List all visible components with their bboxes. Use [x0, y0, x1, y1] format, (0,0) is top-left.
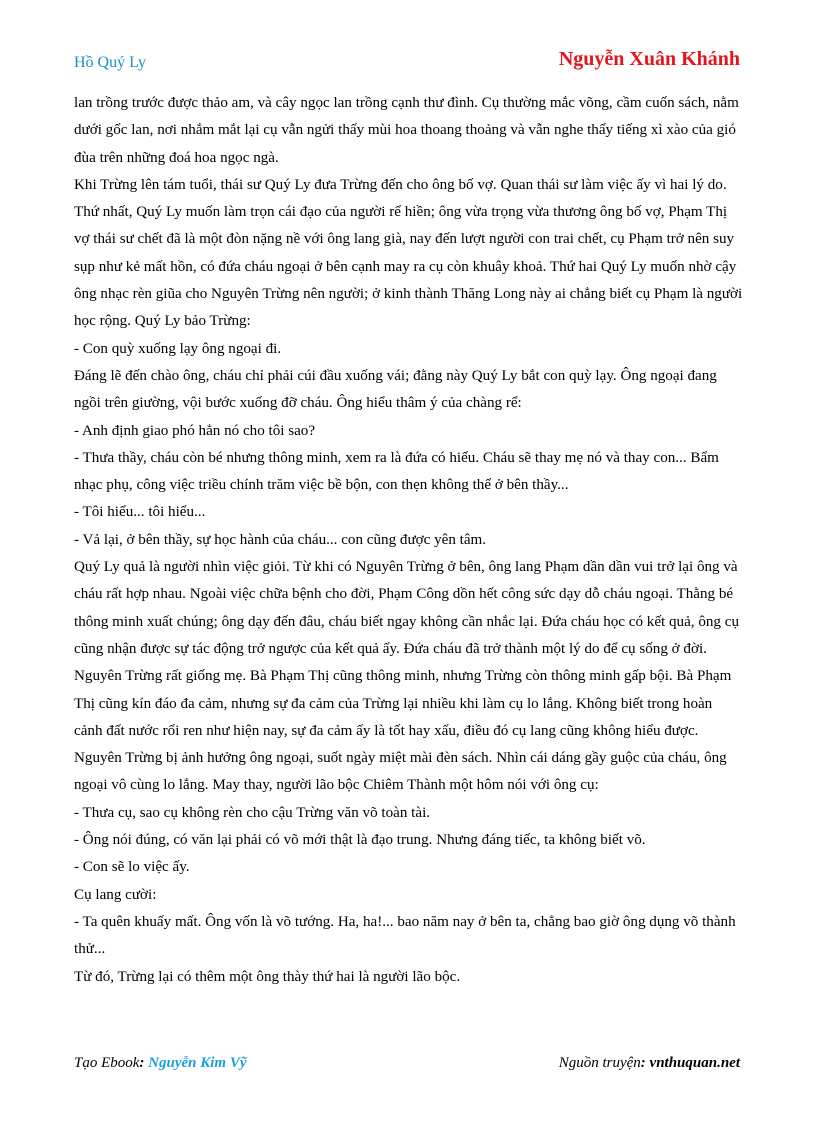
page-header: [74, 48, 740, 78]
author-name: Nguyễn Xuân Khánh: [558, 48, 740, 70]
paragraph: Quý Ly quả là người nhìn việc giỏi. Từ khi có Nguyên Trừng ở bên, ông lang Phạm dần dần vui trở lại ông và cháu rất hợp nhau. Ngoài việc chữa bệnh cho đời, Phạm Công dồn hết công sức dạy dỗ cháu ngoại. Thằng bé thông minh xuất chúng; ông dạy đến đâu, cháu biết ngay không cần nhắc lại. Đứa cháu học có kết quả, ông cụ cũng nhận được sự tác động trở ngược của kết quả ấy. Đứa cháu đã trở thành một lý do để cụ sống ở đời. Nguyên Trừng rất giống mẹ. Bà Phạm Thị cũng thông minh, nhưng Trừng còn thông minh gấp bội. Bà Phạm Thị cũng kín đáo đa cảm, nhưng sự đa cảm của Trừng lại nhiều khi làm cụ lo lắng. Không biết trong hoàn cảnh đất nước rối ren như hiện nay, sự đa cảm ấy là tốt hay xấu, điều đó cụ lang cũng không hiểu được.: [74, 559, 739, 739]
ebook-credit: [74, 1055, 247, 1072]
paragraph: - Thưa thầy, cháu còn bé nhưng thông minh, xem ra là đứa có hiếu. Cháu sẽ thay mẹ nó và thay con... Bẩm nhạc phụ, công việc triều chính trăm việc bề bộn, con thẹn không thể ở bên thầy...: [74, 449, 719, 494]
source-colon: :: [640, 1055, 650, 1071]
paragraph: - Vả lại, ở bên thầy, sự học hành của cháu... con cũng được yên tâm.: [74, 531, 487, 548]
paragraph: - Con quỳ xuống lạy ông ngoại đi.: [74, 340, 282, 357]
paragraph: - Anh định giao phó hẳn nó cho tôi sao?: [74, 422, 316, 439]
ebook-label: Tạo Ebook: [74, 1055, 140, 1071]
paragraph: Khi Trừng lên tám tuổi, thái sư Quý Ly đưa Trừng đến cho ông bố vợ. Quan thái sư làm việc ấy vì hai lý do. Thứ nhất, Quý Ly muốn làm trọn cái đạo của người rể hiền; ông vừa trọng vừa thương ông bố vợ, Phạm Thị vợ thái sư chết đã là một đòn nặng nề với ông lang già, nay đến lượt người con trai chết, cụ Phạm trở nên suy sụp như kẻ mất hồn, có đứa cháu ngoại ở bên cạnh may ra cụ còn khuây khoả. Thứ hai Quý Ly muốn nhờ cậy ông nhạc rèn giũa cho Nguyên Trừng nên người; ở kinh thành Thăng Long này ai chẳng biết cụ Phạm là người học rộng. Quý Ly bảo Trừng:: [74, 176, 743, 330]
paragraph: Đáng lẽ đến chào ông, cháu chỉ phải cúi đầu xuống vái; đằng này Quý Ly bắt con quỳ lạy. Ông ngoại đang ngồi trên giường, vội bước xuống đỡ cháu. Ông hiểu thâm ý của chàng rể:: [74, 367, 717, 412]
paragraph: lan trồng trước được thảo am, và cây ngọc lan trồng cạnh thư đình. Cụ thường mắc võng, cầm cuốn sách, nằm dưới gốc lan, nơi nhắm mắt lại cụ vẫn ngửi thấy mùi hoa thoang thoảng và vẫn nghe thấy tiếng xì xào của gió đùa trên những đoá hoa ngọc ngà.: [74, 95, 739, 166]
paragraph: - Tôi hiểu... tôi hiểu...: [74, 504, 206, 521]
paragraph: Từ đó, Trừng lại có thêm một ông thày thứ hai là người lão bộc.: [74, 968, 461, 985]
paragraph: - Ta quên khuấy mất. Ông vốn là võ tướng. Ha, ha!... bao năm nay ở bên ta, chẳng bao giờ ông dụng võ thành thử...: [74, 913, 736, 958]
paragraph: - Thưa cụ, sao cụ không rèn cho cậu Trừng văn võ toàn tài.: [74, 804, 431, 821]
book-title: Hồ Quý Ly: [74, 54, 146, 71]
source-label: Nguồn truyện: [558, 1055, 641, 1071]
page-footer: [74, 1055, 740, 1077]
body-text: [74, 90, 744, 991]
paragraph: - Ông nói đúng, có văn lại phải có võ mới thật là đạo trung. Nhưng đáng tiếc, ta không biết võ.: [74, 832, 646, 849]
ebook-colon: :: [139, 1055, 149, 1071]
source-credit: [559, 1055, 740, 1072]
paragraph: - Con sẽ lo việc ấy.: [74, 859, 190, 876]
paragraph: Cụ lang cười:: [74, 886, 157, 903]
ebook-creator-name: Nguyễn Kim Vỹ: [148, 1055, 247, 1071]
paragraph: Nguyên Trừng bị ảnh hưởng ông ngoại, suốt ngày miệt mài đèn sách. Nhìn cái dáng gầy guộc của cháu, ông ngoại vô cùng lo lắng. May thay, người lão bộc Chiêm Thành một hôm nói với ông cụ:: [74, 750, 727, 794]
source-site[interactable]: vnthuquan.net: [649, 1055, 740, 1071]
